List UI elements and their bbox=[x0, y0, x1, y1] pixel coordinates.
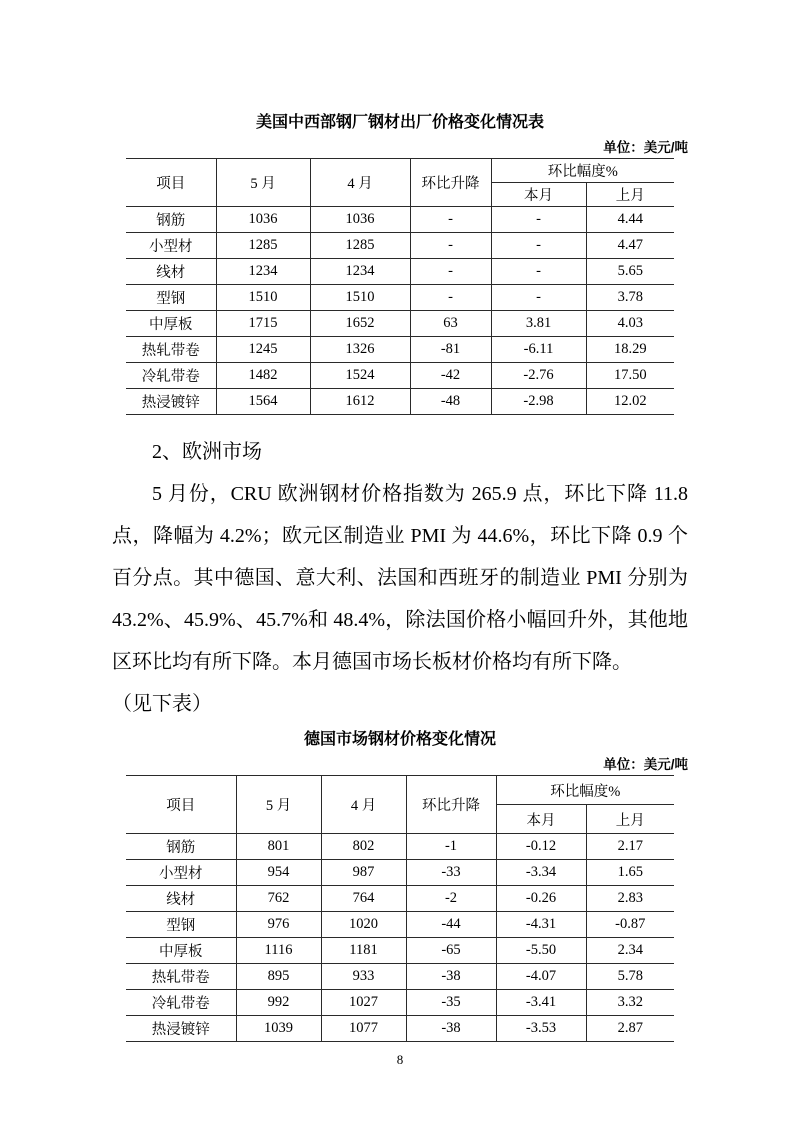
table-row bbox=[126, 990, 674, 1016]
table-header-row-1 bbox=[126, 159, 674, 183]
header-cell-mom-change: 环比升降 bbox=[406, 776, 496, 834]
row-value: - bbox=[410, 259, 491, 285]
row-item-label: 钢筋 bbox=[126, 834, 236, 860]
row-value: -2 bbox=[406, 886, 496, 912]
row-value: 17.50 bbox=[586, 363, 674, 389]
table-row bbox=[126, 207, 674, 233]
document-page bbox=[112, 0, 688, 1069]
header-cell-may: 5 月 bbox=[236, 776, 321, 834]
row-value: -33 bbox=[406, 860, 496, 886]
row-value: 1564 bbox=[216, 389, 310, 415]
row-item-label: 线材 bbox=[126, 886, 236, 912]
row-item-label: 钢筋 bbox=[126, 207, 216, 233]
row-value: - bbox=[491, 207, 586, 233]
body-paragraph: 5 月份，CRU 欧洲钢材价格指数为 265.9 点，环比下降 11.8 点，降幅为 4.2%；欧元区制造业 PMI 为 44.6%，环比下降 0.9 个百分点。其中德国、意大利、法国和西班牙的制造业 PMI 分别为 43.2%、45.9%、45.7%和 48.4%，除法国价格小幅回升外，其他地区环比均有所下降。本月德国市场长板材价格均有所下降。 bbox=[112, 483, 688, 673]
row-value: -0.26 bbox=[496, 886, 586, 912]
germany-table-unit-label: 单位：美元/吨 bbox=[603, 757, 688, 772]
row-value: 1116 bbox=[236, 938, 321, 964]
row-value: 1510 bbox=[310, 285, 410, 311]
header-cell-item: 项目 bbox=[126, 159, 216, 207]
germany-table-title: 德国市场钢材价格变化情况 bbox=[303, 731, 496, 748]
row-value: 933 bbox=[321, 964, 406, 990]
row-value: -2.76 bbox=[491, 363, 586, 389]
row-value: - bbox=[491, 233, 586, 259]
row-item-label: 热轧带卷 bbox=[126, 337, 216, 363]
header-cell-may: 5 月 bbox=[216, 159, 310, 207]
row-value: -5.50 bbox=[496, 938, 586, 964]
row-value: 1181 bbox=[321, 938, 406, 964]
row-item-label: 线材 bbox=[126, 259, 216, 285]
row-value: -35 bbox=[406, 990, 496, 1016]
row-value: 954 bbox=[236, 860, 321, 886]
row-item-label: 中厚板 bbox=[126, 311, 216, 337]
table-header-row-1 bbox=[126, 776, 674, 805]
row-value: -4.31 bbox=[496, 912, 586, 938]
row-value: 1027 bbox=[321, 990, 406, 1016]
row-value: 992 bbox=[236, 990, 321, 1016]
header-cell-item: 项目 bbox=[126, 776, 236, 834]
row-value: -48 bbox=[410, 389, 491, 415]
header-cell-mom-change: 环比升降 bbox=[410, 159, 491, 207]
row-value: 5.78 bbox=[586, 964, 674, 990]
row-value: 1482 bbox=[216, 363, 310, 389]
row-value: 63 bbox=[410, 311, 491, 337]
row-value: - bbox=[410, 285, 491, 311]
row-value: 1077 bbox=[321, 1016, 406, 1042]
row-value: 4.47 bbox=[586, 233, 674, 259]
table-row bbox=[126, 834, 674, 860]
table-row bbox=[126, 259, 674, 285]
row-value: 987 bbox=[321, 860, 406, 886]
row-value: - bbox=[491, 259, 586, 285]
row-value: 1036 bbox=[310, 207, 410, 233]
row-value: -4.07 bbox=[496, 964, 586, 990]
us-table-unit-label: 单位：美元/吨 bbox=[603, 140, 688, 155]
table-row bbox=[126, 964, 674, 990]
header-cell-last-month: 上月 bbox=[586, 805, 674, 834]
row-item-label: 中厚板 bbox=[126, 938, 236, 964]
row-value: 1245 bbox=[216, 337, 310, 363]
row-value: 2.83 bbox=[586, 886, 674, 912]
table-row bbox=[126, 860, 674, 886]
row-value: 4.03 bbox=[586, 311, 674, 337]
row-value: 1036 bbox=[216, 207, 310, 233]
table-row bbox=[126, 337, 674, 363]
us-price-table bbox=[126, 158, 674, 415]
header-cell-this-month: 本月 bbox=[496, 805, 586, 834]
section-heading: 2、欧洲市场 bbox=[152, 441, 262, 463]
row-value: 801 bbox=[236, 834, 321, 860]
header-cell-mom-pct-group: 环比幅度% bbox=[491, 159, 674, 183]
row-value: 1510 bbox=[216, 285, 310, 311]
row-value: 895 bbox=[236, 964, 321, 990]
row-value: 4.44 bbox=[586, 207, 674, 233]
row-value: -3.34 bbox=[496, 860, 586, 886]
header-cell-april: 4 月 bbox=[310, 159, 410, 207]
table-row bbox=[126, 938, 674, 964]
row-value: 2.87 bbox=[586, 1016, 674, 1042]
germany-price-table bbox=[126, 775, 674, 1042]
row-item-label: 小型材 bbox=[126, 233, 216, 259]
row-value: 1.65 bbox=[586, 860, 674, 886]
row-value: 1234 bbox=[216, 259, 310, 285]
row-value: 1234 bbox=[310, 259, 410, 285]
table-row bbox=[126, 233, 674, 259]
row-value: 1326 bbox=[310, 337, 410, 363]
page-number: 8 bbox=[396, 1052, 404, 1067]
table-row bbox=[126, 363, 674, 389]
row-item-label: 小型材 bbox=[126, 860, 236, 886]
row-value: -38 bbox=[406, 964, 496, 990]
table-row bbox=[126, 389, 674, 415]
row-value: 1715 bbox=[216, 311, 310, 337]
see-table-note: （见下表） bbox=[112, 693, 212, 715]
row-item-label: 型钢 bbox=[126, 912, 236, 938]
row-value: 1020 bbox=[321, 912, 406, 938]
row-value: 1285 bbox=[216, 233, 310, 259]
row-value: 1524 bbox=[310, 363, 410, 389]
row-value: 2.34 bbox=[586, 938, 674, 964]
row-value: 1612 bbox=[310, 389, 410, 415]
row-value: 762 bbox=[236, 886, 321, 912]
row-value: -2.98 bbox=[491, 389, 586, 415]
table-row bbox=[126, 311, 674, 337]
row-value: -1 bbox=[406, 834, 496, 860]
row-value: -3.53 bbox=[496, 1016, 586, 1042]
row-item-label: 冷轧带卷 bbox=[126, 990, 236, 1016]
row-value: -44 bbox=[406, 912, 496, 938]
header-cell-last-month: 上月 bbox=[586, 183, 674, 207]
row-value: 3.81 bbox=[491, 311, 586, 337]
header-cell-mom-pct-group: 环比幅度% bbox=[496, 776, 674, 805]
row-value: - bbox=[491, 285, 586, 311]
row-value: 802 bbox=[321, 834, 406, 860]
row-value: -42 bbox=[410, 363, 491, 389]
row-value: -65 bbox=[406, 938, 496, 964]
row-value: 1285 bbox=[310, 233, 410, 259]
row-value: -0.12 bbox=[496, 834, 586, 860]
row-value: 2.17 bbox=[586, 834, 674, 860]
row-value: - bbox=[410, 233, 491, 259]
row-item-label: 热浸镀锌 bbox=[126, 1016, 236, 1042]
row-value: -3.41 bbox=[496, 990, 586, 1016]
header-cell-april: 4 月 bbox=[321, 776, 406, 834]
row-value: -38 bbox=[406, 1016, 496, 1042]
table-row bbox=[126, 1016, 674, 1042]
header-cell-this-month: 本月 bbox=[491, 183, 586, 207]
row-item-label: 热轧带卷 bbox=[126, 964, 236, 990]
row-item-label: 型钢 bbox=[126, 285, 216, 311]
row-value: -0.87 bbox=[586, 912, 674, 938]
row-item-label: 冷轧带卷 bbox=[126, 363, 216, 389]
row-value: 976 bbox=[236, 912, 321, 938]
row-value: 12.02 bbox=[586, 389, 674, 415]
row-value: 764 bbox=[321, 886, 406, 912]
row-value: 3.78 bbox=[586, 285, 674, 311]
row-value: -6.11 bbox=[491, 337, 586, 363]
us-table-title: 美国中西部钢厂钢材出厂价格变化情况表 bbox=[255, 114, 544, 131]
table-row bbox=[126, 285, 674, 311]
row-value: 1652 bbox=[310, 311, 410, 337]
row-value: 1039 bbox=[236, 1016, 321, 1042]
row-item-label: 热浸镀锌 bbox=[126, 389, 216, 415]
row-value: 5.65 bbox=[586, 259, 674, 285]
table-row bbox=[126, 912, 674, 938]
row-value: 3.32 bbox=[586, 990, 674, 1016]
row-value: 18.29 bbox=[586, 337, 674, 363]
table-row bbox=[126, 886, 674, 912]
row-value: -81 bbox=[410, 337, 491, 363]
row-value: - bbox=[410, 207, 491, 233]
